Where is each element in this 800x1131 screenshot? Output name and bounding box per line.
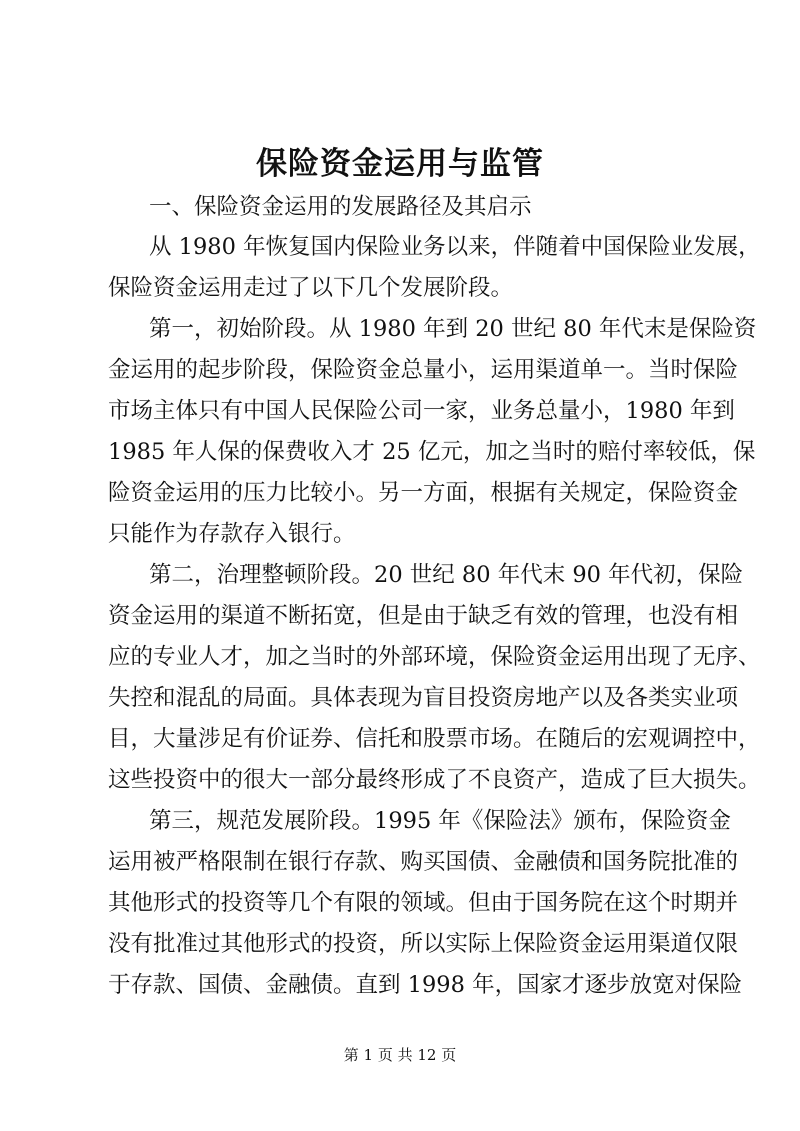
text-line: 市场主体只有中国人民保险公司一家，业务总量小，1980 年到 <box>108 398 735 424</box>
text-line: 第二，治理整顿阶段。20 世纪 80 年代末 90 年代初，保险 <box>149 562 744 588</box>
text-line: 没有批准过其他形式的投资，所以实际上保险资金运用渠道仅限 <box>108 931 739 957</box>
text-line: 险资金运用的压力比较小。另一方面，根据有关规定，保险资金 <box>108 480 739 506</box>
text-line: 一、保险资金运用的发展路径及其启示 <box>149 194 532 220</box>
text-line: 运用被严格限制在银行存款、购买国债、金融债和国务院批准的 <box>108 849 739 875</box>
text-line: 失控和混乱的局面。具体表现为盲目投资房地产以及各类实业项 <box>108 685 739 711</box>
page-indicator: 第 1 页 共 12 页 <box>343 1046 457 1064</box>
page-footer <box>0 1045 800 1065</box>
text-line: 资金运用的渠道不断拓宽，但是由于缺乏有效的管理，也没有相 <box>108 603 739 629</box>
text-line: 从 1980 年恢复国内保险业务以来，伴随着中国保险业发展， <box>149 234 761 260</box>
text-line: 这些投资中的很大一部分最终形成了不良资产，造成了巨大损失。 <box>108 767 761 793</box>
page-title: 保险资金运用与监管 <box>256 146 544 182</box>
text-line: 金运用的起步阶段，保险资金总量小，运用渠道单一。当时保险 <box>108 357 739 383</box>
text-line: 应的专业人才，加之当时的外部环境，保险资金运用出现了无序、 <box>108 644 761 670</box>
text-line: 只能作为存款存入银行。 <box>108 521 356 547</box>
text-line: 1985 年人保的保费收入才 25 亿元，加之当时的赔付率较低，保 <box>108 439 756 465</box>
text-line: 第三，规范发展阶段。1995 年《保险法》颁布，保险资金 <box>149 808 731 834</box>
text-line: 保险资金运用走过了以下几个发展阶段。 <box>108 275 514 301</box>
text-line: 第一，初始阶段。从 1980 年到 20 世纪 80 年代末是保险资 <box>149 316 757 342</box>
text-line: 其他形式的投资等几个有限的领域。但由于国务院在这个时期并 <box>108 890 739 916</box>
text-line: 目，大量涉足有价证券、信托和股票市场。在随后的宏观调控中， <box>108 726 761 752</box>
text-line: 于存款、国债、金融债。直到 1998 年，国家才逐步放宽对保险 <box>108 972 743 998</box>
